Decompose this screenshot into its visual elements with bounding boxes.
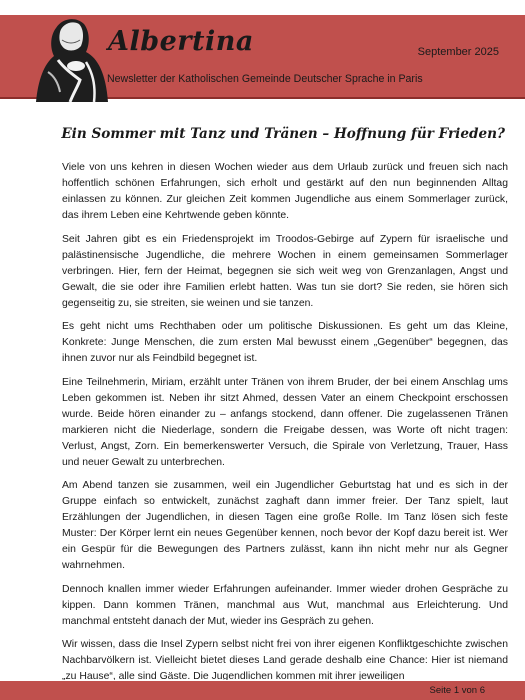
footer-band	[0, 681, 525, 700]
paragraph: Es geht nicht ums Rechthaben oder um politische Diskussionen. Es geht um das Kleine, Konkrete: Junge Menschen, die zum ersten Mal bewusst einem „Gegenüber“ begegnen, das ihnen zuvor nur als Feindbild begegnet ist.	[62, 321, 508, 364]
paragraph: Seit Jahren gibt es ein Friedensprojekt im Troodos-Gebirge auf Zypern für israelische und palästinensische Jugendliche, die mehrere Wochen in einem gemeinsamen Sommerlager verbringen. Hier, fern der Heimat, begegnen sie sich weit weg von Grenzanlagen, Angst und Gewalt, die sie oder ihre Familien erlebt hatten. Was tun sie dort? Sie reden, sie hören sich gegenseitig zu, sie streiten, sie weinen und sie tanzen.	[62, 233, 508, 309]
article-headline: Ein Sommer mit Tanz und Tränen – Hoffnung für Frieden?	[61, 126, 505, 142]
page-number: Seite 1 von 6	[429, 685, 485, 696]
paragraph: Wir wissen, dass die Insel Zypern selbst nicht frei von ihrer eigenen Konfliktgeschichte zwischen Nachbarvölkern ist. Vielleicht bietet dieses Land gerade deshalb eine Chance: Hier ist niemand „zu Hause“, alle sind Gäste. Die Jugendlichen kommen mit ihrer jeweiligen	[62, 639, 508, 680]
paragraph: Am Abend tanzen sie zusammen, weil ein Jugendlicher Geburtstag hat und es sich in der Gruppe einfach so entwickelt, zunächst zaghaft dann immer freier. Der Tanz spielt, laut Erzählungen der Jugendlichen, in diesen Tagen eine große Rolle. Im Tanz lösen sich feste Muster: Der Körper lernt ein neues Gegenüber kennen, noch bevor der Kopf dazu bereit ist. Wer ein Gespür für die Bewegungen des Partners zulässt, kann ihn nicht mehr nur als Gegner wahrnehmen.	[62, 480, 508, 571]
article-body	[62, 160, 508, 680]
paragraph: Eine Teilnehmerin, Miriam, erzählt unter Tränen von ihrem Bruder, der bei einem Anschlag ums Leben gekommen ist. Neben ihr sitzt Ahmed, dessen Vater an einem Checkpoint erschossen wurde. Beide hören einander zu – anfangs stockend, dann offener. Die zugelassenen Tränen markieren nicht die Niederlage, sondern die Freigabe dessen, was Worte oft nicht tragen: Verlust, Angst, Zorn. Ein bemerkenswerter Versuch, die Spirale von Verletzung, Trauer, Hass und neuer Gewalt zu unterbrechen.	[62, 376, 508, 468]
newsletter-title: Albertina	[108, 26, 254, 57]
paragraph: Viele von uns kehren in diesen Wochen wieder aus dem Urlaub zurück und freuen sich nach hoffentlich schönen Erfahrungen, sich erholt und gestärkt auf den nun beginnenden Alltag einlassen zu können. Zur gleichen Zeit kommen Jugendliche aus einem Sommerlager zurück, das ihrem Leben eine Kehrtwende geben könnte.	[62, 162, 508, 221]
issue-date: September 2025	[417, 46, 499, 58]
saint-albert-logo-icon	[28, 2, 110, 102]
newsletter-subtitle: Newsletter der Katholischen Gemeinde Deutscher Sprache in Paris	[107, 73, 423, 85]
paragraph: Dennoch knallen immer wieder Erfahrungen aufeinander. Immer wieder drohen Gespräche zu kippen. Dann kommen Tränen, manchmal aus Wut, manchmal aus Erleichterung. Und manchmal entsteht danach der Mut, wieder ins Gespräch zu gehen.	[62, 583, 508, 627]
